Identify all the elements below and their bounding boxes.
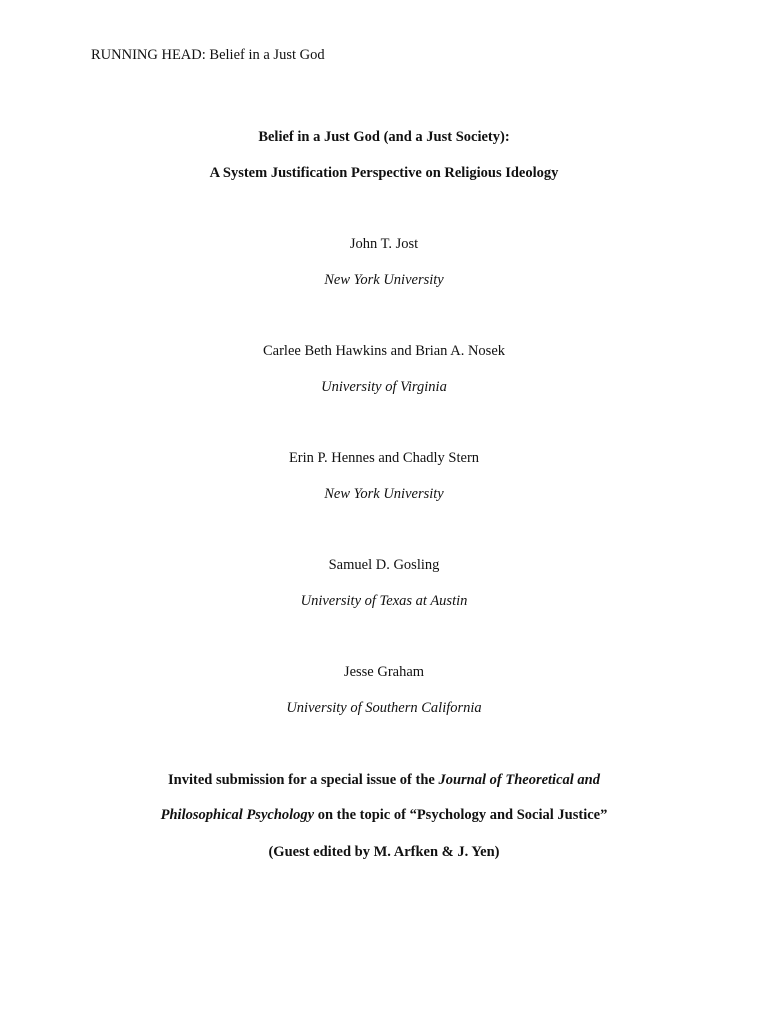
journal-name-part-2: Philosophical Psychology — [160, 807, 315, 823]
submission-note-line-3: (Guest edited by M. Arfken & J. Yen) — [268, 844, 500, 860]
author-names-2: Carlee Beth Hawkins and Brian A. Nosek — [262, 343, 506, 359]
submission-note-prefix: Invited submission for a special issue of the — [168, 772, 439, 788]
author-affiliation-4: University of Texas at Austin — [300, 593, 468, 609]
author-names-1: John T. Jost — [349, 236, 419, 252]
author-names-5: Jesse Graham — [343, 664, 425, 680]
author-affiliation-5: University of Southern California — [286, 700, 482, 716]
author-affiliation-3: New York University — [324, 486, 444, 502]
author-names-3: Erin P. Hennes and Chadly Stern — [288, 450, 480, 466]
submission-note-topic: on the topic of “Psychology and Social Justice” — [314, 807, 608, 823]
paper-title-line-1: Belief in a Just God (and a Just Society): — [258, 129, 510, 145]
running-head: RUNNING HEAD: Belief in a Just God — [91, 47, 325, 63]
author-names-4: Samuel D. Gosling — [328, 557, 440, 573]
submission-note-line-2 — [0, 806, 768, 824]
journal-name-part-1: Journal of Theoretical and — [438, 772, 600, 788]
author-affiliation-1: New York University — [324, 272, 444, 288]
author-affiliation-2: University of Virginia — [321, 379, 447, 395]
submission-note-line-1 — [0, 771, 768, 789]
paper-title-line-2: A System Justification Perspective on Religious Ideology — [209, 165, 559, 181]
